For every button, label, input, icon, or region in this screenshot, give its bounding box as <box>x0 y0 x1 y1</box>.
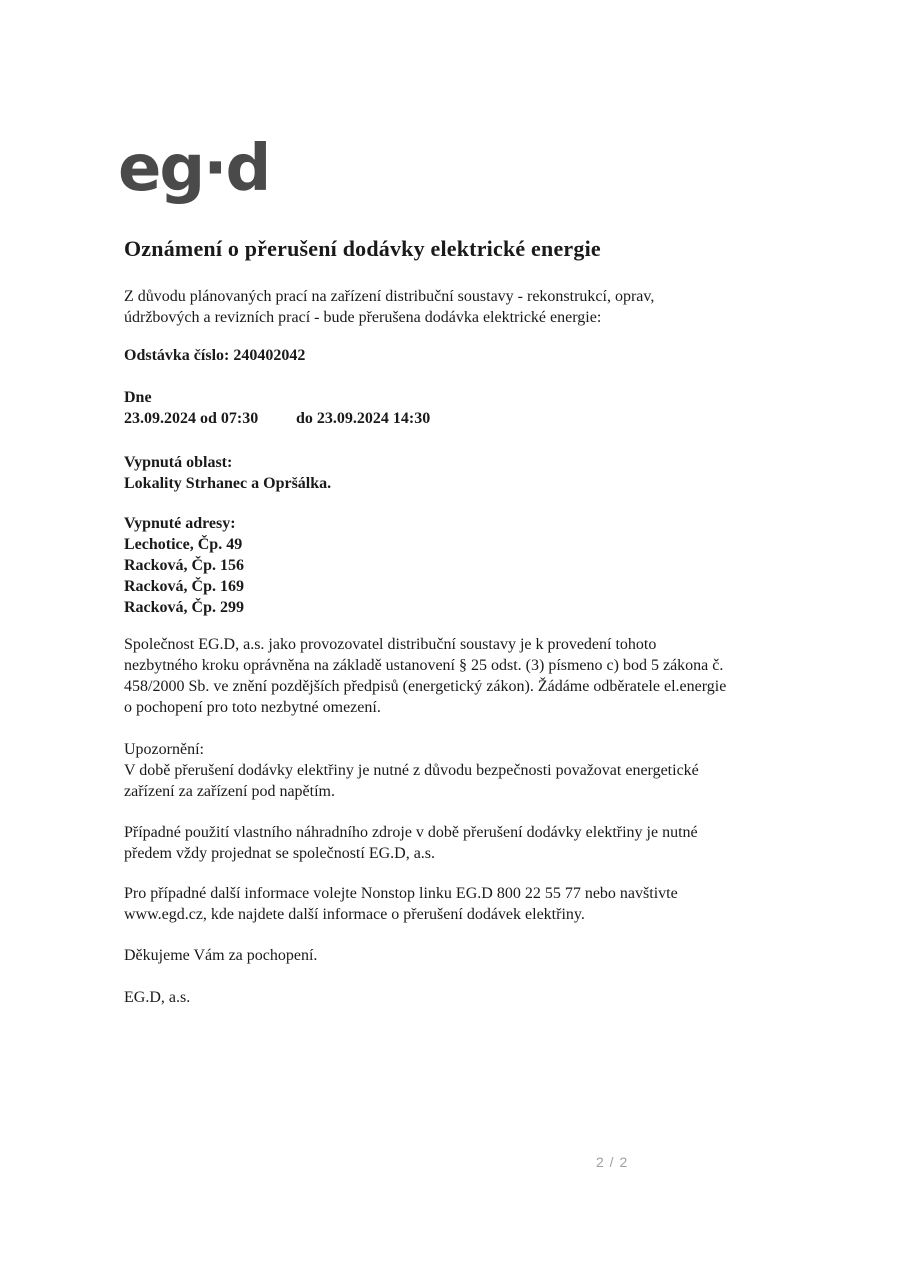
egd-logo-text: eg·d <box>118 132 270 206</box>
outage-addresses <box>124 513 244 618</box>
backup-line: Případné použití vlastního náhradního zdroje v době přerušení dodávky elektřiny je nutné <box>124 824 698 841</box>
egd-logo <box>118 128 278 208</box>
outage-dates <box>124 387 430 429</box>
company-line: o pochopení pro toto nezbytné omezení. <box>124 699 381 716</box>
company-line: 458/2000 Sb. ve znění pozdějších předpisů (energetický zákon). Žádáme odběratele el.energie <box>124 678 727 695</box>
info-paragraph <box>124 883 784 925</box>
signature-text: EG.D, a.s. <box>124 989 191 1006</box>
area-label: Vypnutá oblast: <box>124 454 233 471</box>
date-to: do 23.09.2024 14:30 <box>296 410 431 427</box>
page-number: 2 / 2 <box>596 1154 629 1170</box>
notice-title: Oznámení o přerušení dodávky elektrické energie <box>124 236 601 261</box>
dates-label: Dne <box>124 389 152 406</box>
info-line: Pro případné další informace volejte Nonstop linku EG.D 800 22 55 77 nebo navštivte <box>124 885 678 902</box>
thanks-text: Děkujeme Vám za pochopení. <box>124 947 318 964</box>
warning-line: zařízení za zařízení pod napětím. <box>124 783 335 800</box>
intro-paragraph <box>124 286 744 328</box>
company-line: Společnost EG.D, a.s. jako provozovatel distribuční soustavy je k provedení tohoto <box>124 636 657 653</box>
backup-source-paragraph <box>124 822 784 864</box>
outage-number: Odstávka číslo: 240402042 <box>124 347 306 364</box>
date-from: 23.09.2024 od 07:30 <box>124 410 259 427</box>
info-line: www.egd.cz, kde najdete další informace o přerušení dodávek elektřiny. <box>124 906 585 923</box>
warning-line: V době přerušení dodávky elektřiny je nutné z důvodu bezpečnosti považovat energetické <box>124 762 699 779</box>
company-paragraph <box>124 634 784 718</box>
address-item: Lechotice, Čp. 49 <box>124 536 243 553</box>
warning-paragraph <box>124 739 784 802</box>
address-item: Racková, Čp. 299 <box>124 599 245 616</box>
address-item: Racková, Čp. 169 <box>124 578 245 595</box>
intro-line: Z důvodu plánovaných prací na zařízení distribuční soustavy - rekonstrukcí, oprav, <box>124 288 655 305</box>
intro-line: údržbových a revizních prací - bude přerušena dodávka elektrické energie: <box>124 309 602 326</box>
address-item: Racková, Čp. 156 <box>124 557 245 574</box>
backup-line: předem vždy projednat se společností EG.D, a.s. <box>124 845 436 862</box>
outage-area <box>124 452 331 494</box>
company-line: nezbytného kroku oprávněna na základě ustanovení § 25 odst. (3) písmeno c) bod 5 zákona č. <box>124 657 724 674</box>
dates-row <box>124 408 430 429</box>
warning-heading: Upozornění: <box>124 741 204 758</box>
addresses-label: Vypnuté adresy: <box>124 515 236 532</box>
area-value: Lokality Strhanec a Opršálka. <box>124 475 332 492</box>
